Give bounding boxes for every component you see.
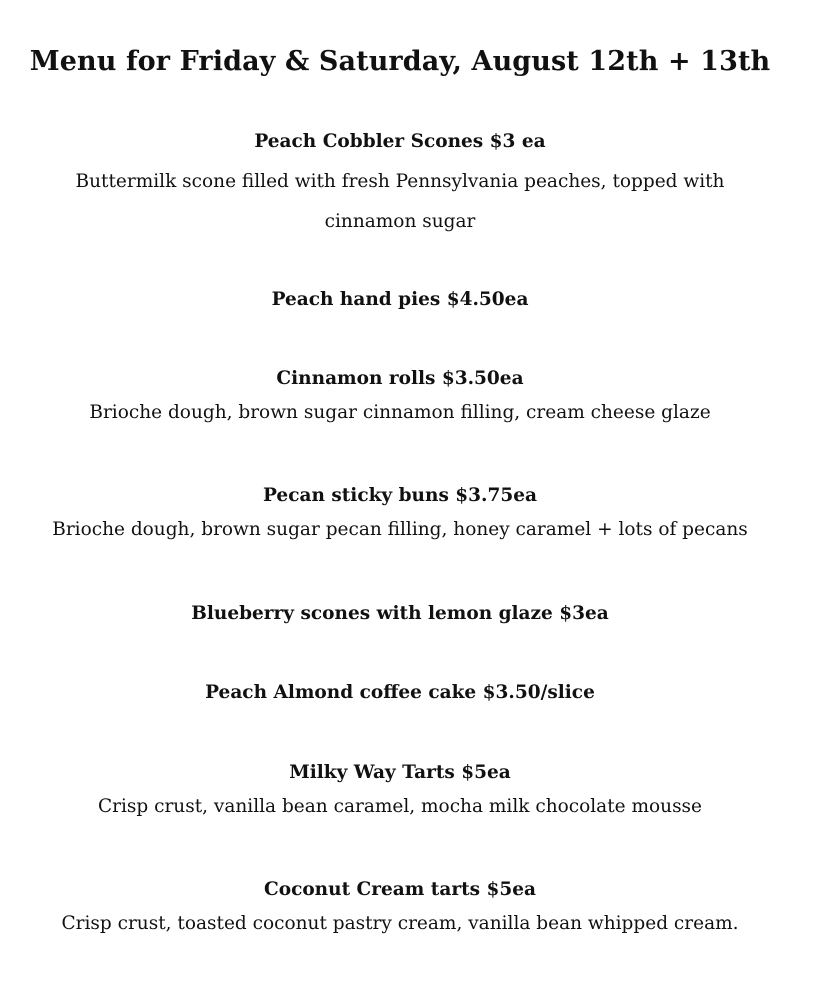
menu-item-name: Cinnamon rolls $3.50ea xyxy=(276,368,524,389)
menu-item-name: Milky Way Tarts $5ea xyxy=(289,762,511,783)
menu-item-cinnamon-rolls xyxy=(0,365,800,433)
menu-item-description: Brioche dough, brown sugar cinnamon filling, cream cheese glaze xyxy=(89,402,711,423)
menu-item-blueberry-scones xyxy=(0,600,800,628)
menu-item-description: Crisp crust, toasted coconut pastry cream, vanilla bean whipped cream. xyxy=(61,913,739,934)
menu-item-peach-almond-coffee-cake xyxy=(0,679,800,707)
menu-item-milky-way-tarts xyxy=(0,759,800,827)
menu-item-peach-cobbler-scones xyxy=(0,128,800,242)
menu-item-description: Brioche dough, brown sugar pecan filling, honey caramel + lots of pecans xyxy=(52,519,748,540)
menu-item-description: Buttermilk scone filled with fresh Pennsylvania peaches, topped with cinnamon sugar xyxy=(75,171,725,232)
menu-item-name: Blueberry scones with lemon glaze $3ea xyxy=(191,603,609,624)
menu-item-name: Peach hand pies $4.50ea xyxy=(271,289,529,310)
menu-item-name: Coconut Cream tarts $5ea xyxy=(264,879,536,900)
menu-item-name: Peach Cobbler Scones $3 ea xyxy=(254,131,546,152)
menu-item-coconut-cream-tarts xyxy=(0,876,800,944)
menu-item-description: Crisp crust, vanilla bean caramel, mocha milk chocolate mousse xyxy=(97,796,703,817)
menu-title: Menu for Friday & Saturday, August 12th + 13th xyxy=(29,46,771,77)
menu-item-peach-hand-pies xyxy=(0,286,800,314)
menu-item-pecan-sticky-buns xyxy=(0,482,800,550)
menu-item-name: Pecan sticky buns $3.75ea xyxy=(263,485,537,506)
menu-item-name: Peach Almond coffee cake $3.50/slice xyxy=(205,682,595,703)
